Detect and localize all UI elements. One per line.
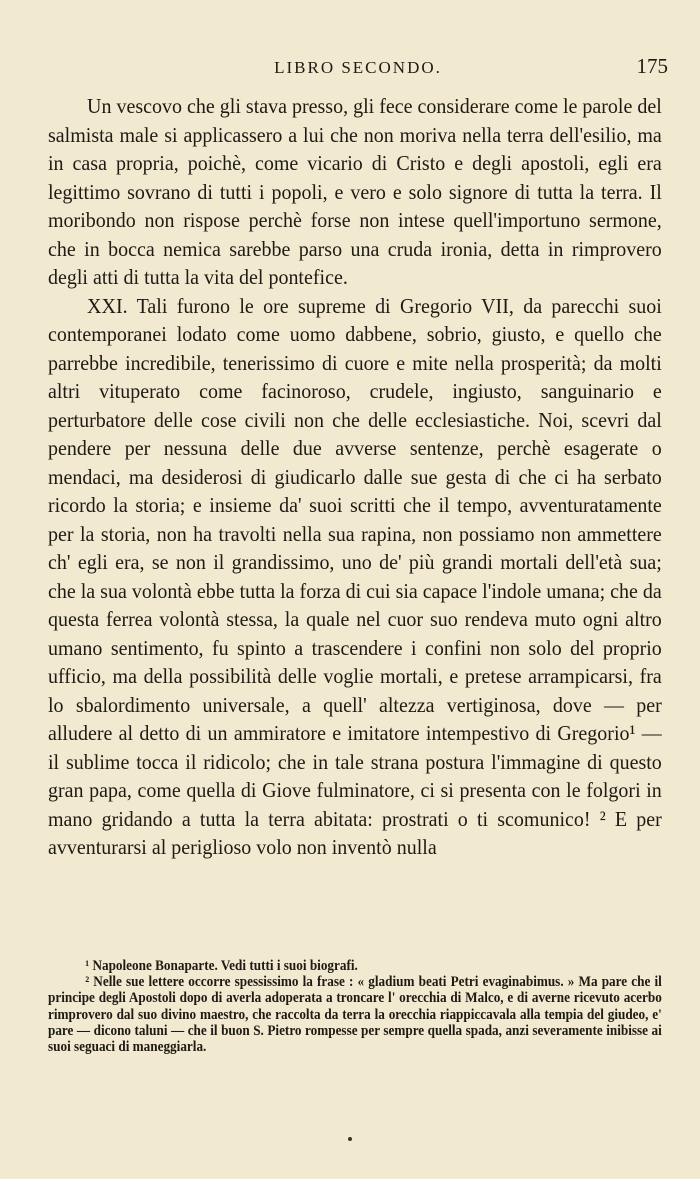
body-text bbox=[48, 92, 662, 862]
running-head: LIBRO SECONDO. bbox=[274, 58, 442, 77]
footnote: ² Nelle sue lettere occorre spessissimo la frase : « gladium beati Petri evaginabimus. » Ma pare che il principe degli Apostoli dopo di averla adoperata a troncare l' orecchia di Malco, e di averne ricevuto acerbo rimprovero dal suo divino maestro, che raccolta da terra la orecchia riappiccavala alla tempia del giudeo, e' pare — dicono taluni — che il buon S. Pietro rompesse per sempre quella spada, anzi severamente inibisse ai suoi seguaci di maneggiarla. bbox=[48, 974, 662, 1056]
paragraph: Un vescovo che gli stava presso, gli fece considerare come le parole del salmista male si applicassero a lui che non moriva nella terra dell'esilio, ma in casa propria, poichè, come vicario di Cristo e degli apostoli, egli era legittimo sovrano di tutti i popoli, e vero e solo signore di tutta la terra. Il moribondo non rispose perchè forse non intese quell'importuno sermone, che in bocca nemica sarebbe parso una cruda ironia, detta in rimprovero degli atti di tutta la vita del pontefice. bbox=[48, 94, 662, 289]
footnotes bbox=[48, 958, 662, 1055]
footnote: ¹ Napoleone Bonaparte. Vedi tutti i suoi biografi. bbox=[85, 958, 358, 974]
page-header bbox=[48, 54, 668, 88]
page-number: 175 bbox=[636, 54, 668, 78]
printer-mark bbox=[348, 1137, 352, 1141]
paragraph: XXI. Tali furono le ore supreme di Gregorio VII, da parecchi suoi contemporanei lodato come uomo dabbene, sobrio, giusto, e quello che parrebbe incredibile, tenerissimo di cuore e mite nella prosperità; da molti altri vituperato come facinoroso, crudele, ingiusto, sanguinario e perturbatore delle cose civili non che delle ecclesiastiche. Noi, scevri dal pendere per nessuna delle due avverse sentenze, perchè esagerate o mendaci, ma desiderosi di giudicarlo dalle sue gesta di che ci ha serbato ricordo la storia; e insieme da' suoi scritti che il tempo, avventuratamente per la storia, non ha travolti nella sua rapina, non possiamo non ammettere ch' egli era, se non il grandissimo, uno de' più grandi mortali dell'età sua; che la sua volontà ebbe tutta la forza di cui sia capace l'indole umana; che da questa ferrea volontà stessa, la quale nel cuor suo rendeva muto ogni altro umano sentimento, fu spinto a trascendere i confini non solo del proprio ufficio, ma della possibilità delle voglie mortali, e pretese arrampicarsi, fra lo sbalordimento universale, a quell' altezza vertiginosa, dove — per alludere al detto di un ammiratore e imitatore intempestivo di Gregorio¹ — il sublime tocca il ridicolo; che in tale strana postura l'immagine di questo gran papa, come quella di Giove fulminatore, ci si presenta con le folgori in mano gridando a tutta la terra abitata: prostrati o ti scomunico! ² E per avventurarsi al periglioso volo non inventò nulla bbox=[48, 293, 662, 859]
